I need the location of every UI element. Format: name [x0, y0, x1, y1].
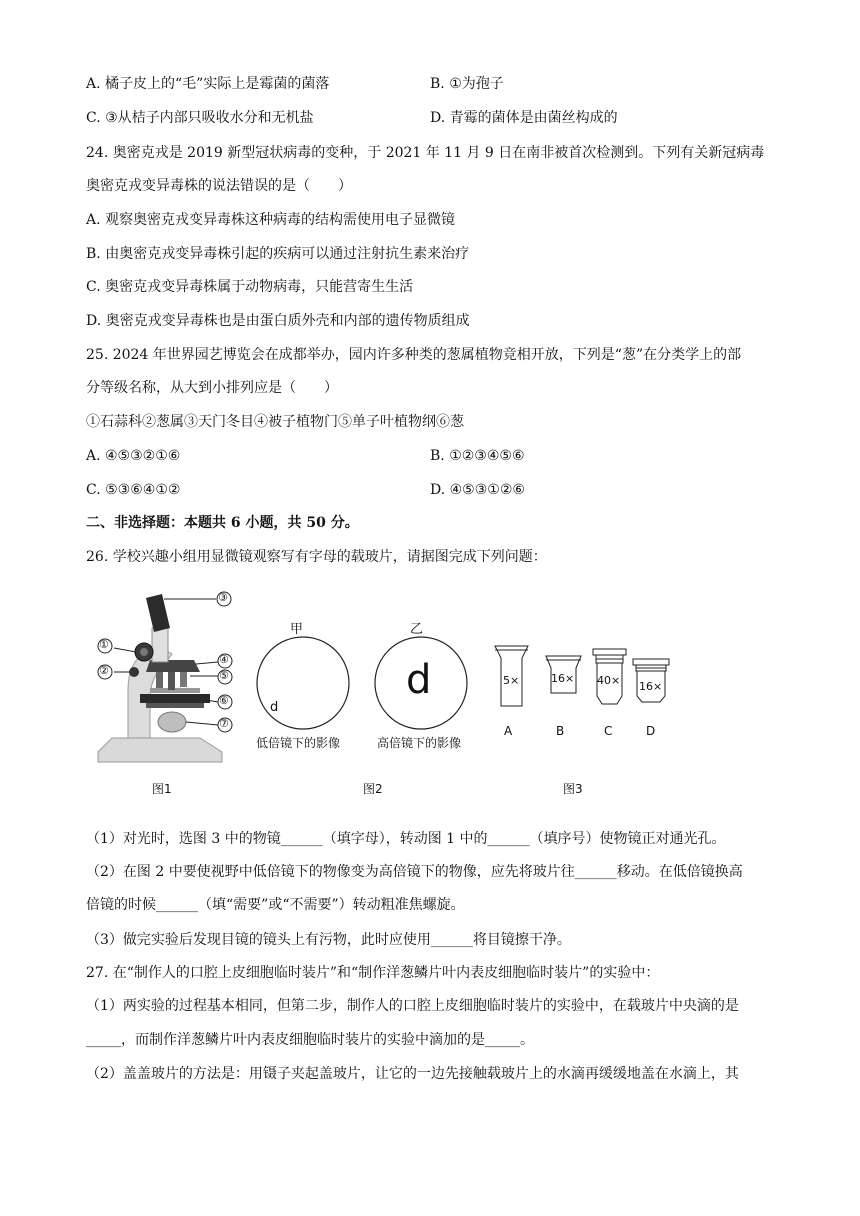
lens-a-letter: A — [504, 724, 513, 738]
q25-stem-line2: 分等级名称，从大到小排列应是（ ） — [86, 380, 338, 396]
q25-items: ①石蒜科②葱属③天门冬目④被子植物门⑤单子叶植物纲⑥葱 — [86, 414, 464, 430]
q25-option-b: B. ①②③④⑤⑥ — [430, 448, 525, 464]
q25-option-d: D. ④⑤③①②⑥ — [430, 482, 525, 498]
label-4: ④ — [219, 653, 229, 666]
fig1-caption: 图1 — [152, 782, 172, 796]
q26-part2-line1: （2）在图 2 中要使视野中低倍镜下的物像变为高倍镜下的物像，应先将玻片往______移动。在低倍镜换高 — [86, 864, 743, 880]
label-1: ① — [99, 638, 109, 651]
label-3: ③ — [218, 591, 228, 604]
q24-stem-line1: 24. 奥密克戎是 2019 新型冠状病毒的变种，于 2021 年 11 月 9 日在南非被首次检测到。下列有关新冠病毒 — [86, 145, 765, 161]
yi-label: 乙 — [410, 622, 424, 637]
label-2: ② — [99, 664, 109, 677]
q25-stem-line1: 25. 2024 年世界园艺博览会在成都举办，园内许多种类的葱属植物竞相开放，下列是“葱”在分类学上的部 — [86, 347, 742, 363]
q24-stem-line2: 奥密克戎变异毒株的说法错误的是（ ） — [86, 178, 352, 194]
q27-part1-line2: _____，而制作洋葱鳞片叶内表皮细胞临时装片的实验中滴加的是_____。 — [86, 1032, 534, 1048]
q25-option-a: A. ④⑤③②①⑥ — [86, 448, 181, 464]
q26-part1: （1）对光时，选图 3 中的物镜______（填字母），转动图 1 中的______（填序号）使物镜正对通光孔。 — [86, 831, 726, 847]
microscope-illustration — [98, 594, 222, 762]
label-6: ⑥ — [219, 694, 229, 707]
q24-option-c: C. 奥密克戎变异毒株属于动物病毒，只能营寄生生活 — [86, 279, 414, 295]
q26-stem: 26. 学校兴趣小组用显微镜观察写有字母的载玻片，请据图完成下列问题： — [86, 549, 547, 565]
low-letter-d: d — [270, 700, 279, 715]
low-power-caption: 低倍镜下的影像 — [256, 736, 341, 750]
section-heading: 二、非选择题：本题共 6 小题，共 50 分。 — [86, 515, 359, 531]
jia-label: 甲 — [290, 622, 304, 637]
lens-c-letter: C — [604, 724, 613, 738]
low-power-field — [257, 637, 349, 729]
q23-option-d: D. 青霉的菌体是由菌丝构成的 — [430, 110, 618, 126]
q23-option-c: C. ③从桔子内部只吸收水分和无机盐 — [86, 110, 314, 126]
lens-a-mark: 5× — [503, 674, 520, 687]
q27-part2-line1: （2）盖盖玻片的方法是：用镊子夹起盖玻片，让它的一边先接触载玻片上的水滴再缓缓地盖在水滴上，其 — [86, 1066, 739, 1082]
label-7: ⑦ — [219, 717, 229, 730]
lens-drawings — [495, 646, 669, 706]
lens-c-mark: 40× — [597, 674, 621, 687]
fig2-caption: 图2 — [363, 782, 383, 796]
high-letter-d: d — [406, 657, 432, 703]
q25-option-c: C. ⑤③⑥④①② — [86, 482, 181, 498]
lens-d-mark: 16× — [639, 680, 663, 693]
lens-b-letter: B — [556, 724, 565, 738]
q24-option-d: D. 奥密克戎变异毒株也是由蛋白质外壳和内部的遗传物质组成 — [86, 313, 470, 329]
q27-stem: 27. 在“制作人的口腔上皮细胞临时装片”和“制作洋葱鳞片叶内表皮细胞临时装片”的实验中： — [86, 965, 660, 981]
q24-option-a: A. 观察奥密克戎变异毒株这种病毒的结构需使用电子显微镜 — [86, 212, 456, 228]
q26-part3: （3）做完实验后发现目镜的镜头上有污物，此时应使用______将目镜擦干净。 — [86, 932, 571, 948]
q23-option-b: B. ①为孢子 — [430, 76, 504, 92]
q27-part1-line1: （1）两实验的过程基本相同，但第二步，制作人的口腔上皮细胞临时装片的实验中，在载玻片中央滴的是 — [86, 998, 739, 1014]
fig3-caption: 图3 — [563, 782, 583, 796]
high-power-caption: 高倍镜下的影像 — [377, 736, 462, 750]
label-5: ⑤ — [219, 669, 229, 682]
q23-option-a: A. 橘子皮上的“毛”实际上是霉菌的菌落 — [86, 76, 330, 92]
q26-part2-line2: 倍镜的时候______（填“需要”或“不需要”）转动粗准焦螺旋。 — [86, 897, 465, 913]
lens-d-letter: D — [646, 724, 656, 738]
q24-option-b: B. 由奥密克戎变异毒株引起的疾病可以通过注射抗生素来治疗 — [86, 246, 470, 262]
lens-b-mark: 16× — [551, 672, 575, 685]
